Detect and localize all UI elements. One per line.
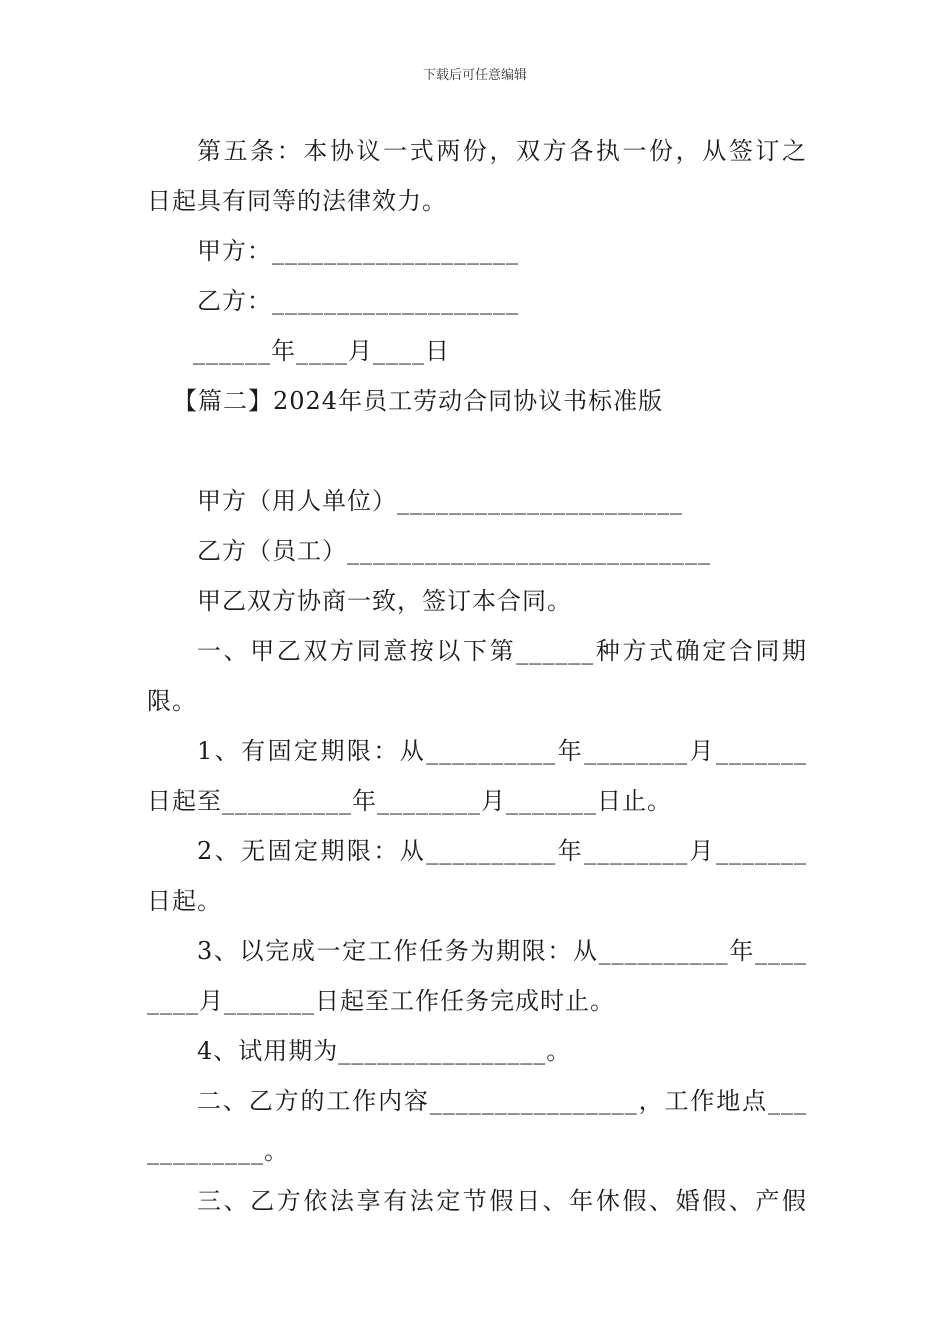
fixed-term-line-1: 1、有固定期限：从__________年________月_______: [197, 737, 807, 765]
task-term-line-1: 3、以完成一定工作任务为期限：从__________年____: [197, 937, 807, 965]
party-b-signature: 乙方：___________________: [197, 287, 519, 315]
open-term-line-1: 2、无固定期限：从__________年________月_______: [197, 837, 807, 865]
spacer: [147, 426, 807, 476]
employee-line: 乙方（员工）____________________________: [197, 537, 711, 565]
page-header: 下载后可任意编辑: [422, 68, 527, 83]
employer-line: 甲方（用人单位）______________________: [197, 487, 683, 515]
date-line: ______年____月____日: [193, 337, 450, 365]
document-body: [147, 126, 807, 1226]
article5-line-1: 第五条：本协议一式两份，双方各执一份，从签订之: [197, 137, 807, 165]
section-title: 【篇二】2024年员工劳动合同协议书标准版: [173, 387, 664, 415]
job-content-line-1: 二、乙方的工作内容________________，工作地点___: [197, 1087, 807, 1115]
probation-line: 4、试用期为________________。: [197, 1037, 572, 1065]
task-term-line-2: ____月_______日起至工作任务完成时止。: [147, 987, 615, 1015]
term-intro-line-1: 一、甲乙双方同意按以下第______种方式确定合同期: [197, 637, 807, 665]
leave-line-1: 三、乙方依法享有法定节假日、年休假、婚假、产假: [197, 1187, 807, 1215]
agreement-line: 甲乙双方协商一致，签订本合同。: [197, 587, 572, 615]
term-intro-line-2: 限。: [147, 687, 197, 715]
open-term-line-2: 日起。: [147, 887, 222, 915]
job-content-line-2: _________。: [147, 1137, 289, 1165]
article5-line-2: 日起具有同等的法律效力。: [147, 187, 447, 215]
fixed-term-line-2: 日起至__________年________月_______日止。: [147, 787, 672, 815]
party-a-signature: 甲方：___________________: [197, 237, 519, 265]
